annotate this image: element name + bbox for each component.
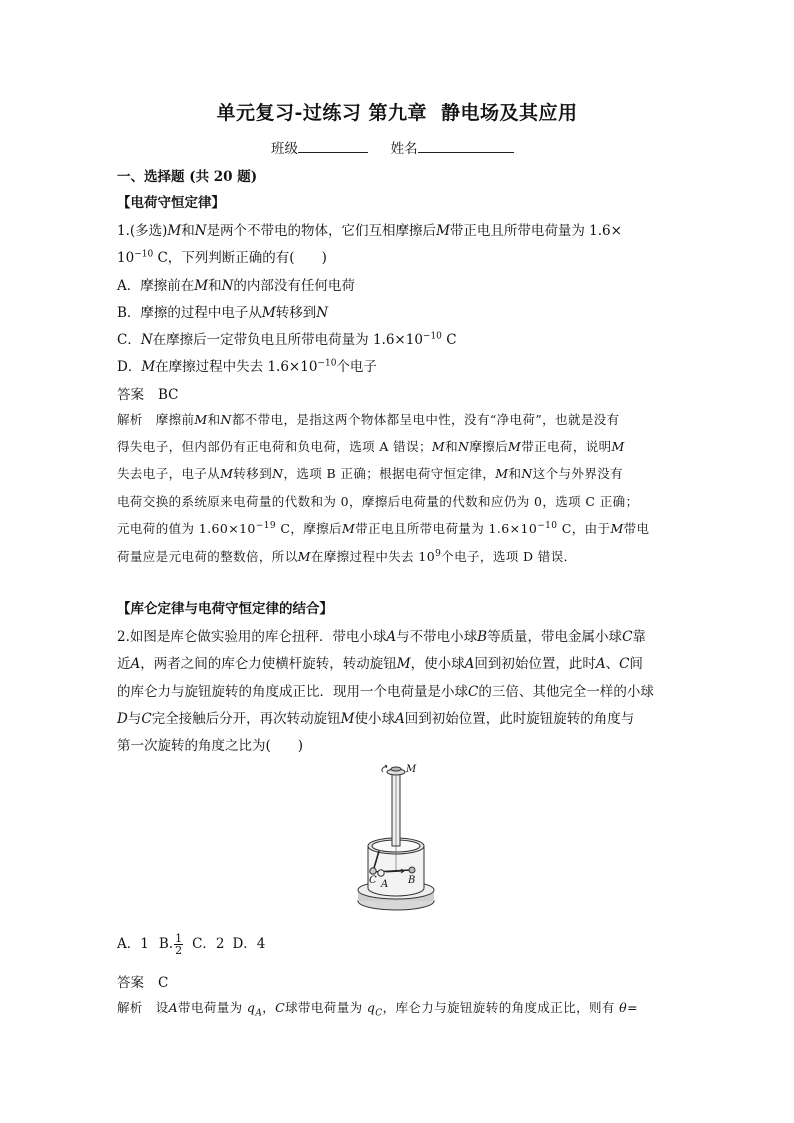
var-n: N [272, 466, 284, 481]
q1-option-a[interactable] [117, 274, 355, 294]
var-a: A [464, 656, 475, 672]
var-q: q [366, 1000, 376, 1015]
answer-label: 答案 [117, 975, 144, 991]
text: 和 [181, 223, 195, 239]
text: 完全接触后分开，再次转动旋钮 [151, 711, 341, 727]
q2-answer [117, 971, 168, 991]
text: A．摩擦前在 [117, 278, 195, 294]
text: C，下列判断正确的有( ) [153, 250, 327, 266]
q1-explanation-line4 [117, 492, 638, 510]
var-m: M [495, 466, 509, 481]
var-n: N [457, 439, 470, 454]
var-m: M [611, 439, 625, 454]
text: 元电荷的值为 1.60×10 [117, 521, 256, 536]
exponent: −10 [134, 249, 154, 260]
text: 靠 [632, 629, 646, 645]
q1-explanation-line1 [117, 410, 620, 428]
class-blank[interactable] [298, 138, 368, 153]
text: 在摩擦过程中失去 1.6×10 [155, 359, 318, 375]
text: ，两者之间的库仑力使横杆旋转，转动旋钮 [140, 656, 397, 672]
q1-stem-line2 [117, 246, 327, 266]
fraction-numerator: 1 [175, 932, 183, 945]
topic2-heading: 【库仑定律与电荷守恒定律的结合】 [117, 601, 333, 617]
var-m: M [508, 439, 522, 454]
figure-label-a: A [381, 879, 389, 890]
fraction-denominator: 2 [175, 944, 183, 957]
text: 都不带电，是指这两个物体都呈电中性，没有“净电荷”，也就是没有 [231, 412, 620, 427]
var-m: M [194, 412, 208, 427]
q2-option-d[interactable]: D．4 [232, 936, 266, 952]
var-n: N [316, 305, 329, 321]
figure-label-m: M [406, 764, 417, 775]
var-c: C [622, 629, 633, 645]
text: 回到初始位置，此时旋钮旋转的角度与 [404, 711, 635, 727]
var-m: M [341, 521, 356, 536]
name-blank[interactable] [418, 138, 514, 153]
q1-explanation-line2 [117, 437, 625, 455]
exponent: −10 [537, 520, 558, 531]
torsion-balance-figure [355, 760, 437, 915]
text: 和 [508, 466, 522, 481]
ball-c [370, 868, 376, 874]
var-m: M [167, 223, 182, 239]
var-n: N [221, 278, 234, 294]
student-info-line [271, 137, 514, 157]
q1-explanation-line6 [117, 547, 577, 565]
text: 和 [207, 412, 221, 427]
text: ，库仑力与旋钮旋转的角度成正比，则有 [382, 1000, 620, 1015]
text: 在摩擦后一定带负电且所带电荷量为 1.6×10 [152, 332, 423, 348]
text: ， [262, 1000, 276, 1015]
exponent: −10 [317, 358, 337, 369]
var-m: M [194, 278, 209, 294]
text: 与 [127, 711, 142, 727]
answer-value: BC [158, 387, 179, 403]
text: B．摩擦的过程中电子从 [117, 305, 262, 321]
ball-a [378, 870, 384, 876]
exponent: −10 [422, 331, 442, 342]
text: 球带电荷量为 [285, 1000, 367, 1015]
text: 带电 [623, 521, 650, 536]
text: 解析 摩擦前 [117, 412, 195, 427]
text: 的内部没有任何电荷 [233, 278, 355, 294]
text: 荷量应是元电荷的整数倍，所以 [117, 549, 298, 564]
text: 带正电荷，说明 [521, 439, 612, 454]
page-title [0, 98, 794, 125]
subscript: A [255, 1008, 263, 1019]
answer-value: C [158, 975, 169, 991]
text: 带正电且所带电荷量为 1.6×10 [355, 521, 538, 536]
q1-explanation-line5 [117, 519, 649, 537]
q2-stem-line1 [117, 625, 646, 645]
var-m: M [396, 656, 411, 672]
q2-option-a[interactable]: A．1 [117, 936, 149, 952]
text: 摩擦后 [469, 439, 509, 454]
q1-option-c[interactable] [117, 328, 457, 348]
figure-label-b: B [408, 875, 416, 886]
text: 个电子 [336, 359, 377, 375]
var-m: M [220, 466, 234, 481]
var-a: A [130, 656, 141, 672]
subscript: C [375, 1008, 383, 1019]
text: = [627, 1000, 638, 1015]
var-b: B [477, 629, 488, 645]
text: 和 [208, 278, 222, 294]
text: ，使小球 [410, 656, 465, 672]
text: 在摩擦过程中失去 10 [310, 549, 436, 564]
text: 转移到 [275, 305, 317, 321]
q1-explanation-line3 [117, 464, 623, 482]
text: 和 [445, 439, 458, 454]
var-n: N [521, 466, 533, 481]
text: 近 [117, 656, 131, 672]
text: 回到初始位置，此时 [474, 656, 596, 672]
q2-stem-line3 [117, 680, 654, 700]
text: 解析 设 [117, 1000, 169, 1015]
title-sub: 静电场及其应用 [441, 102, 578, 124]
class-label: 班级 [271, 141, 298, 157]
topic1-heading: 【电荷守恒定律】 [117, 195, 225, 211]
q1-number: 1.(多选) [117, 223, 168, 239]
var-a: A [168, 1000, 179, 1015]
q1-stem-line1 [117, 219, 622, 239]
text: 带正电且所带电荷量为 1.6× [449, 223, 622, 239]
text: 这个与外界没有 [532, 466, 624, 481]
var-m: M [340, 711, 355, 727]
q2-stem-line2 [117, 652, 643, 672]
text: 转移到 [233, 466, 273, 481]
q2-stem-line5 [117, 734, 303, 754]
q2-options [117, 932, 265, 956]
var-c: C [275, 1000, 286, 1015]
text: 的三倍、其他完全一样的小球 [478, 684, 654, 700]
q1-option-d[interactable] [117, 355, 377, 375]
q2-option-b[interactable] [158, 932, 186, 957]
var-c: C [468, 684, 479, 700]
answer-label: 答案 [117, 387, 144, 403]
var-m: M [431, 439, 446, 454]
text: ，选项 B 正确；根据电荷守恒定律， [283, 466, 496, 481]
var-n: N [194, 223, 207, 239]
text: 间 [629, 656, 643, 672]
q2-option-c[interactable]: C．2 [192, 936, 225, 952]
text: C [441, 332, 457, 348]
text: C． [117, 332, 141, 348]
text: 等质量，带电金属小球 [487, 629, 623, 645]
text: 个电子，选项 D 错误． [441, 549, 577, 564]
text: 得失电子，但内部仍有正电荷和负电荷，选项 A 错误； [117, 439, 432, 454]
q1-answer [117, 383, 179, 403]
text: 、 [605, 656, 620, 672]
text: 2.如图是库仑做实验用的库仑扭秤．带电小球 [117, 629, 387, 645]
var-m: M [141, 359, 156, 375]
text: D． [117, 359, 142, 375]
var-d: D [117, 711, 128, 727]
text: 10 [117, 250, 135, 266]
var-n: N [140, 332, 153, 348]
q2-explanation-line1 [117, 998, 638, 1019]
fraction [174, 933, 183, 956]
var-q: q [246, 1000, 256, 1015]
text: 带电荷量为 [178, 1000, 247, 1015]
text: 与不带电小球 [396, 629, 478, 645]
text: 是两个不带电的物体，它们互相摩擦后 [206, 223, 437, 239]
q2-stem-line4 [117, 707, 634, 727]
var-theta: θ [619, 1000, 628, 1015]
text: 失去电子，电子从 [117, 466, 221, 481]
q1-option-b[interactable] [117, 301, 328, 321]
var-m: M [297, 549, 311, 564]
var-a: A [395, 711, 405, 727]
var-a: A [386, 629, 397, 645]
var-m: M [610, 521, 624, 536]
var-c: C [141, 711, 152, 727]
text: C，由于 [557, 521, 611, 536]
var-n: N [220, 412, 232, 427]
figure-label-c: C [369, 875, 377, 886]
var-m: M [261, 305, 276, 321]
var-c: C [619, 656, 630, 672]
text: B. [158, 936, 174, 952]
ball-b [409, 867, 415, 873]
text: 第一次旋转的角度之比为( ) [117, 738, 304, 754]
text: 的库仑力与旋钮旋转的角度成正比．现用一个电荷量是小球 [117, 684, 468, 700]
var-m: M [436, 223, 450, 239]
text: 电荷交换的系统原来电荷量的代数和为 0，摩擦后电荷量的代数和应仍为 0，选项 C 正确； [117, 494, 639, 509]
section-heading: 一、选择题 (共 20 题) [117, 169, 258, 185]
name-label: 姓名 [390, 141, 418, 157]
var-a: A [595, 656, 606, 672]
text: C，摩擦后 [276, 521, 342, 536]
title-main: 单元复习-过练习 第九章 [216, 102, 427, 124]
text: 使小球 [354, 711, 395, 727]
exponent: 9 [435, 548, 442, 559]
exponent: −19 [255, 520, 276, 531]
